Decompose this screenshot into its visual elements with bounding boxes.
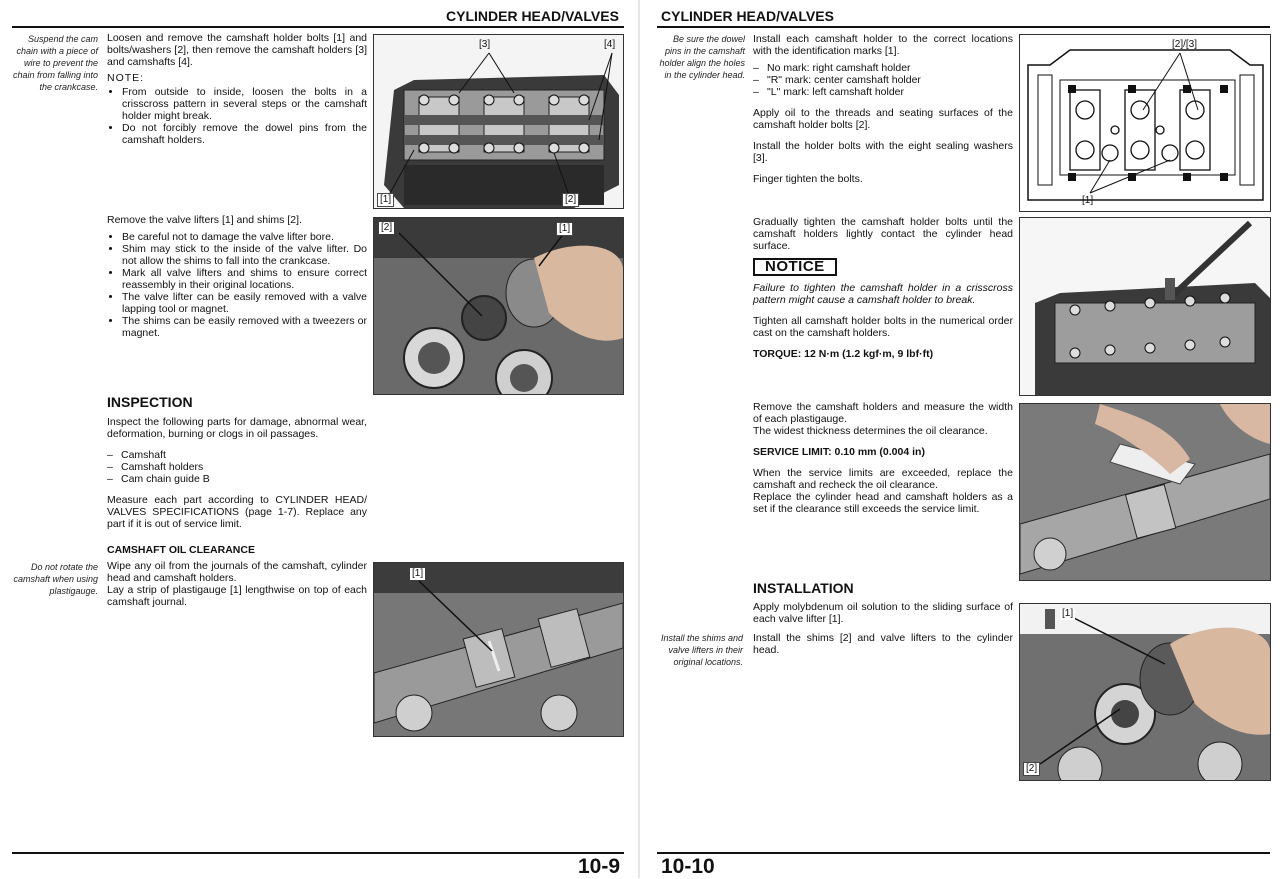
right-page-header: CYLINDER HEAD/VALVES	[661, 8, 834, 24]
note-item: • Do not forcibly remove the dowel pins from the camshaft holders.	[122, 122, 367, 146]
lifter-list	[107, 231, 367, 339]
remove-measure-text: Remove the camshaft holders and measure the width of each plastigauge.	[753, 401, 1013, 425]
torque-spec: TORQUE: 12 N·m (1.2 kgf·m, 9 lbf·ft)	[753, 348, 934, 360]
service-limit-spec: SERVICE LIMIT: 0.10 mm (0.004 in)	[753, 446, 925, 458]
replace-text: Replace the cylinder head and camshaft holders as a set if the clearance still exceeds the service limit.	[753, 491, 1013, 515]
measure-plastigauge-illustration	[1020, 404, 1270, 580]
note-title: NOTE:	[107, 72, 145, 84]
left-footer-rule	[12, 852, 624, 854]
inspection-item: – Camshaft holders	[107, 461, 367, 473]
fig1-label-1: [1]	[377, 193, 394, 207]
side-note-cam-chain: Suspend the cam chain with a piece of wire to prevent the chain from falling into the crankcase.	[12, 34, 98, 92]
apply-moly-text: Apply molybdenum oil solution to the sliding surface of each valve lifter [1].	[753, 601, 1013, 625]
lifter-item: • Be careful not to damage the valve lifter bore.	[122, 231, 367, 243]
lifter-item: • Mark all valve lifters and shims to ensure correct reassembly in their original locations.	[122, 267, 367, 291]
left-intro-block	[107, 32, 367, 146]
fig2-label-2: [2]	[381, 222, 393, 233]
right-header-rule	[657, 26, 1270, 28]
fig1-label-4: [4]	[604, 39, 616, 50]
figure-camshaft-holders-photo	[373, 34, 624, 209]
valve-lifter-illustration	[374, 218, 623, 394]
figure-lifter-install-photo	[1019, 603, 1271, 781]
fig7-label-1: [1]	[1062, 608, 1074, 619]
clearance-text-2: Lay a strip of plastigauge [1] lengthwise on top of each camshaft journal.	[107, 584, 367, 608]
camshaft-holders-illustration	[374, 35, 623, 208]
note-item: • From outside to inside, loosen the bolts in a crisscross pattern in several steps or the camshaft holder might break.	[122, 86, 367, 122]
side-note-plastigauge: Do not rotate the camshaft when using plastigauge.	[13, 562, 98, 596]
holder-line-diagram	[1020, 35, 1270, 211]
fig3-label-1: [1]	[412, 568, 424, 579]
mark-list	[753, 62, 1013, 98]
install-bolts-text: Install the holder bolts with the eight sealing washers [3].	[753, 140, 1013, 164]
exceeded-text: When the service limits are exceeded, replace the camshaft and recheck the oil clearance.	[753, 467, 1013, 491]
installation-block	[753, 601, 1013, 665]
mark-item: – "R" mark: center camshaft holder	[753, 74, 1013, 86]
figure-measure-plastigauge-photo	[1019, 403, 1271, 581]
camshaft-oil-clearance-heading: CAMSHAFT OIL CLEARANCE	[107, 544, 255, 556]
inspection-heading: INSPECTION	[107, 394, 193, 410]
gradually-text: Gradually tighten the camshaft holder bolts until the camshaft holders lightly contact the cylinder head surface.	[753, 216, 1013, 252]
figure-torque-photo	[1019, 217, 1271, 396]
inspection-block	[107, 416, 367, 539]
finger-tighten-text: Finger tighten the bolts.	[753, 173, 863, 185]
clearance-text-1: Wipe any oil from the journals of the camshaft, cylinder head and camshaft holders.	[107, 560, 367, 584]
inspection-item: – Camshaft	[107, 449, 367, 461]
fig1-label-2: [2]	[562, 193, 579, 207]
plastigauge-illustration	[374, 563, 623, 736]
figure-holder-diagram	[1019, 34, 1271, 212]
install-shims-text: Install the shims [2] and valve lifters to the cylinder head.	[753, 632, 1013, 656]
right-footer-rule	[657, 852, 1270, 854]
lifters-intro: Remove the valve lifters [1] and shims [2].	[107, 214, 302, 226]
side-note-dowel: Be sure the dowel pins in the camshaft holder align the holes in the cylinder head.	[659, 34, 745, 80]
page-gutter	[638, 0, 640, 878]
inspection-list	[107, 449, 367, 485]
notice-box: NOTICE	[753, 258, 837, 276]
inspection-item: – Cam chain guide B	[107, 473, 367, 485]
lifter-removal-block	[107, 214, 367, 339]
right-page-number: 10-10	[661, 855, 715, 878]
lifter-item: • The valve lifter can be easily removed with a valve lapping tool or magnet.	[122, 291, 367, 315]
lifter-install-illustration	[1020, 604, 1270, 780]
fig1-label-3: [3]	[479, 39, 491, 50]
plastigauge-measure-block	[753, 401, 1013, 524]
widest-text: The widest thickness determines the oil clearance.	[753, 425, 988, 437]
fig4-label-2-3: [2]/[3]	[1172, 39, 1198, 50]
notice-text: Failure to tighten the camshaft holder in a crisscross pattern might cause a camshaft holder to break.	[753, 282, 1013, 306]
fig2-label-1: [1]	[556, 222, 573, 236]
figure-plastigauge-photo	[373, 562, 624, 737]
fig4-label-1: [1]	[1082, 195, 1094, 206]
left-page-header: CYLINDER HEAD/VALVES	[446, 8, 619, 24]
mark-item: – No mark: right camshaft holder	[753, 62, 1013, 74]
mark-item: – "L" mark: left camshaft holder	[753, 86, 1013, 98]
installation-heading: INSTALLATION	[753, 580, 854, 596]
lifter-item: • Shim may stick to the inside of the valve lifter. Do not allow the shims to fall into the crankcase.	[122, 243, 367, 267]
tightening-block	[753, 216, 1013, 369]
lifter-item: • The shims can be easily removed with a tweezers or magnet.	[122, 315, 367, 339]
holder-install-block	[753, 33, 1013, 194]
fig7-label-2: [2]	[1023, 762, 1040, 776]
side-note-shims: Install the shims and valve lifters in their original locations.	[660, 633, 743, 667]
left-page-number: 10-9	[578, 855, 621, 878]
figure-valve-lifter-removal-photo	[373, 217, 624, 395]
clearance-block	[107, 560, 367, 608]
inspection-text: Inspect the following parts for damage, abnormal wear, deformation, burning or clogs in oil passages.	[107, 416, 367, 440]
measure-text: Measure each part according to CYLINDER HEAD/ VALVES SPECIFICATIONS (page 1-7). Replace any part if it is out of service limit.	[107, 494, 367, 530]
apply-oil-text: Apply oil to the threads and seating surfaces of the camshaft holder bolts [2].	[753, 107, 1013, 131]
note-list	[107, 86, 367, 146]
tighten-all-text: Tighten all camshaft holder bolts in the numerical order cast on the camshaft holders.	[753, 315, 1013, 339]
left-header-rule	[12, 26, 624, 28]
torque-illustration	[1020, 218, 1270, 395]
install-holder-text: Install each camshaft holder to the correct locations with the identification marks [1].	[753, 33, 1013, 57]
intro-text: Loosen and remove the camshaft holder bolts [1] and bolts/washers [2], then remove the camshaft holders [3] and camshafts [4].	[107, 32, 367, 68]
